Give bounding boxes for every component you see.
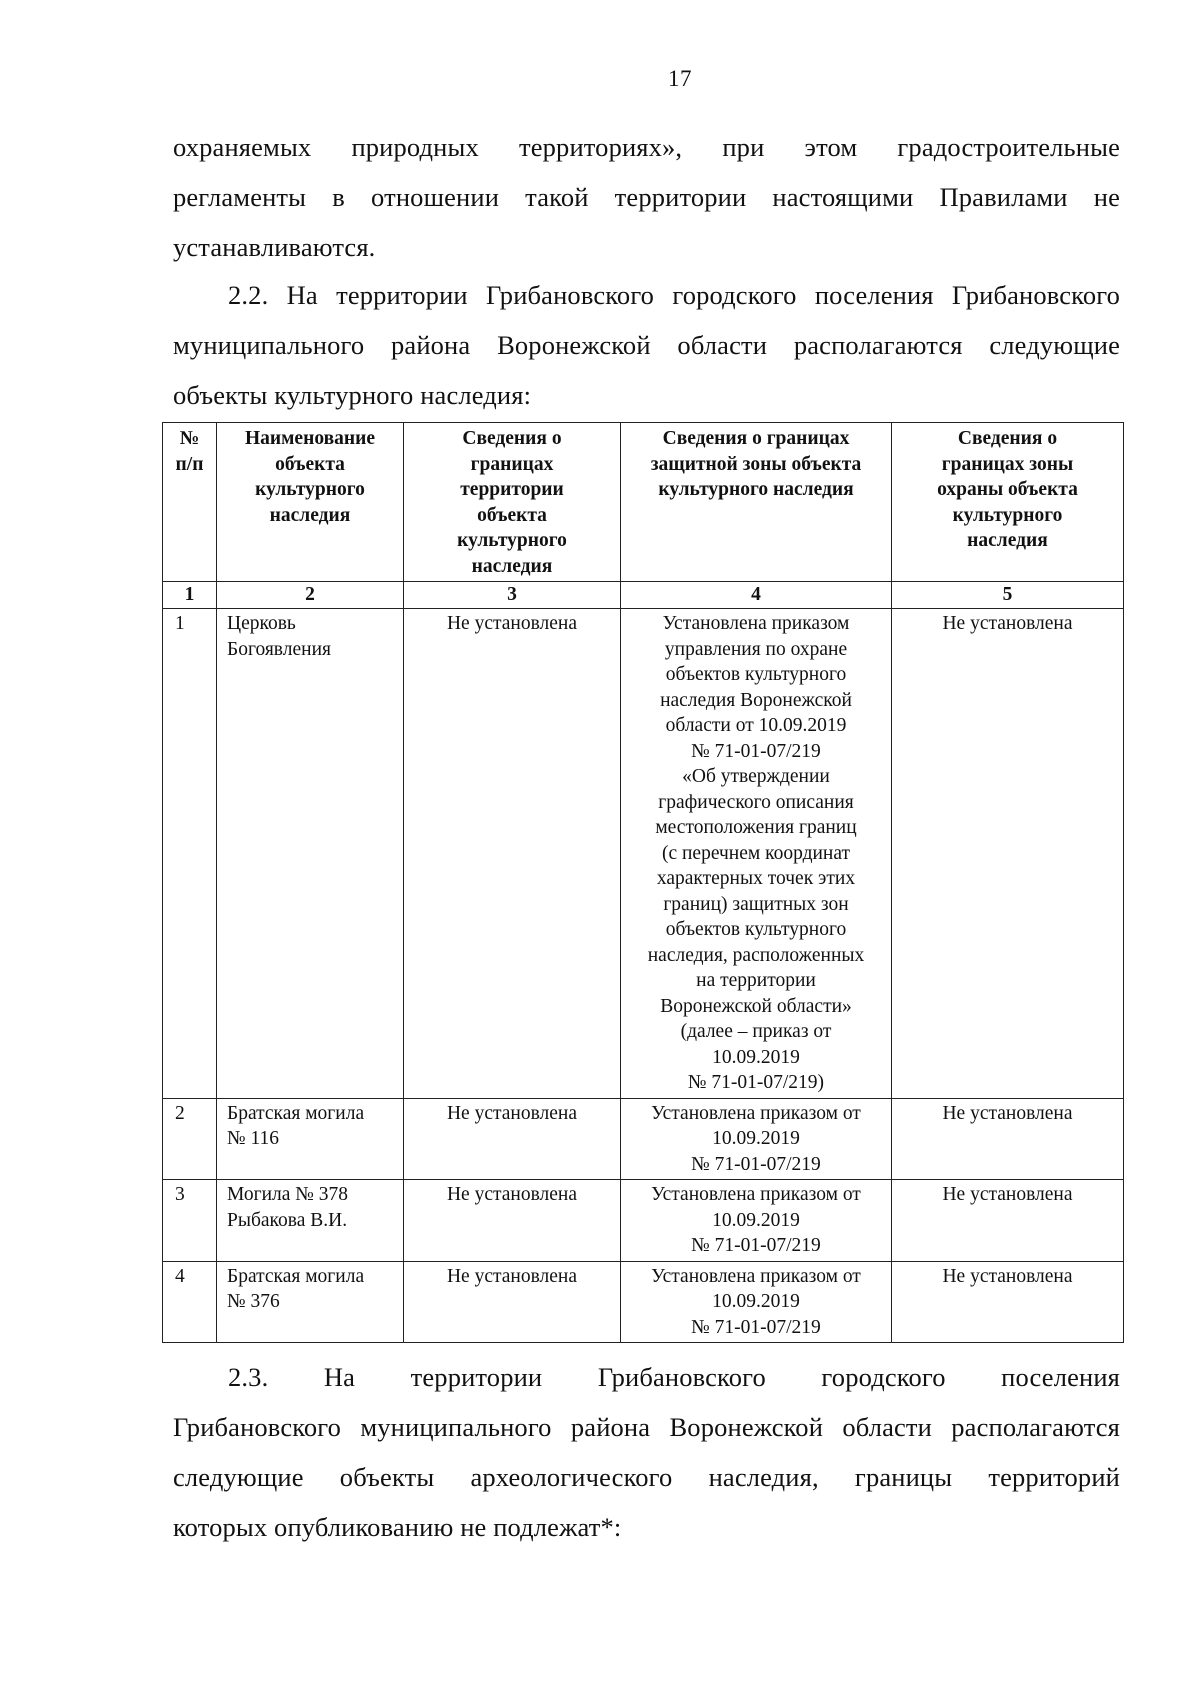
object-name: Церковь Богоявления xyxy=(217,609,404,1099)
protective-zone: Установлена приказом управления по охране объектов культурного наследия Воронежской области от 10.09.2019 № 71-01-07/219 «Об утверждении графического описания местоположения границ (с перечнем координат характерных точек этих границ) защитных зон объектов культурного наследия, расположенных на территории Воронежской области» (далее – приказ от 10.09.2019 № 71-01-07/219) xyxy=(621,609,892,1099)
protection-zone: Не установлена xyxy=(892,1180,1124,1262)
header-object-name: Наименование объекта культурного наследия xyxy=(217,423,404,582)
table-row xyxy=(163,609,1124,1099)
header-number: № п/п xyxy=(163,423,217,582)
column-number: 4 xyxy=(621,582,892,609)
header-protection-zone: Сведения о границах зоны охраны объекта культурного наследия xyxy=(892,423,1124,582)
protection-zone: Не установлена xyxy=(892,1098,1124,1180)
protective-zone: Установлена приказом от 10.09.2019 № 71-01-07/219 xyxy=(621,1180,892,1262)
paragraph-line: охраняемых природных территориях», при этом градостроительные xyxy=(173,132,1120,162)
territory-boundaries: Не установлена xyxy=(404,1261,621,1343)
header-protective-zone: Сведения о границах защитной зоны объекта культурного наследия xyxy=(621,423,892,582)
protection-zone: Не установлена xyxy=(892,609,1124,1099)
column-number: 3 xyxy=(404,582,621,609)
protection-zone: Не установлена xyxy=(892,1261,1124,1343)
row-number: 4 xyxy=(163,1261,217,1343)
territory-boundaries: Не установлена xyxy=(404,609,621,1099)
header-territory-boundaries: Сведения о границах территории объекта культурного наследия xyxy=(404,423,621,582)
column-number: 1 xyxy=(163,582,217,609)
territory-boundaries: Не установлена xyxy=(404,1098,621,1180)
paragraph-continuation xyxy=(173,122,1120,272)
paragraph-line: регламенты в отношении такой территории настоящими Правилами не xyxy=(173,182,1120,212)
territory-boundaries: Не установлена xyxy=(404,1180,621,1262)
paragraph-line: объекты культурного наследия: xyxy=(173,380,532,410)
page-number: 17 xyxy=(668,66,692,91)
paragraph-line: следующие объекты археологического наследия, границы территорий xyxy=(173,1462,1120,1492)
object-name: Братская могила № 116 xyxy=(217,1098,404,1180)
column-number: 5 xyxy=(892,582,1124,609)
paragraph-line: устанавливаются. xyxy=(173,232,376,262)
paragraph-line: Грибановского муниципального района Воронежской области располагаются xyxy=(173,1412,1120,1442)
paragraph-2-3 xyxy=(173,1352,1120,1552)
paragraph-line: 2.2. На территории Грибановского городского поселения Грибановского xyxy=(228,280,1120,310)
table-row xyxy=(163,1180,1124,1262)
protective-zone: Установлена приказом от 10.09.2019 № 71-01-07/219 xyxy=(621,1098,892,1180)
column-number-row xyxy=(163,582,1124,609)
cultural-heritage-table xyxy=(162,422,1124,1343)
paragraph-line: муниципального района Воронежской области располагаются следующие xyxy=(173,330,1120,360)
table-header-row xyxy=(163,423,1124,582)
protective-zone: Установлена приказом от 10.09.2019 № 71-01-07/219 xyxy=(621,1261,892,1343)
paragraph-line: которых опубликованию не подлежат*: xyxy=(173,1512,622,1542)
paragraph-2-2 xyxy=(173,270,1120,420)
column-number: 2 xyxy=(217,582,404,609)
row-number: 1 xyxy=(163,609,217,1099)
row-number: 2 xyxy=(163,1098,217,1180)
row-number: 3 xyxy=(163,1180,217,1262)
paragraph-line: 2.3. На территории Грибановского городского поселения xyxy=(228,1362,1120,1392)
object-name: Могила № 378 Рыбакова В.И. xyxy=(217,1180,404,1262)
table-row xyxy=(163,1098,1124,1180)
object-name: Братская могила № 376 xyxy=(217,1261,404,1343)
table-row xyxy=(163,1261,1124,1343)
